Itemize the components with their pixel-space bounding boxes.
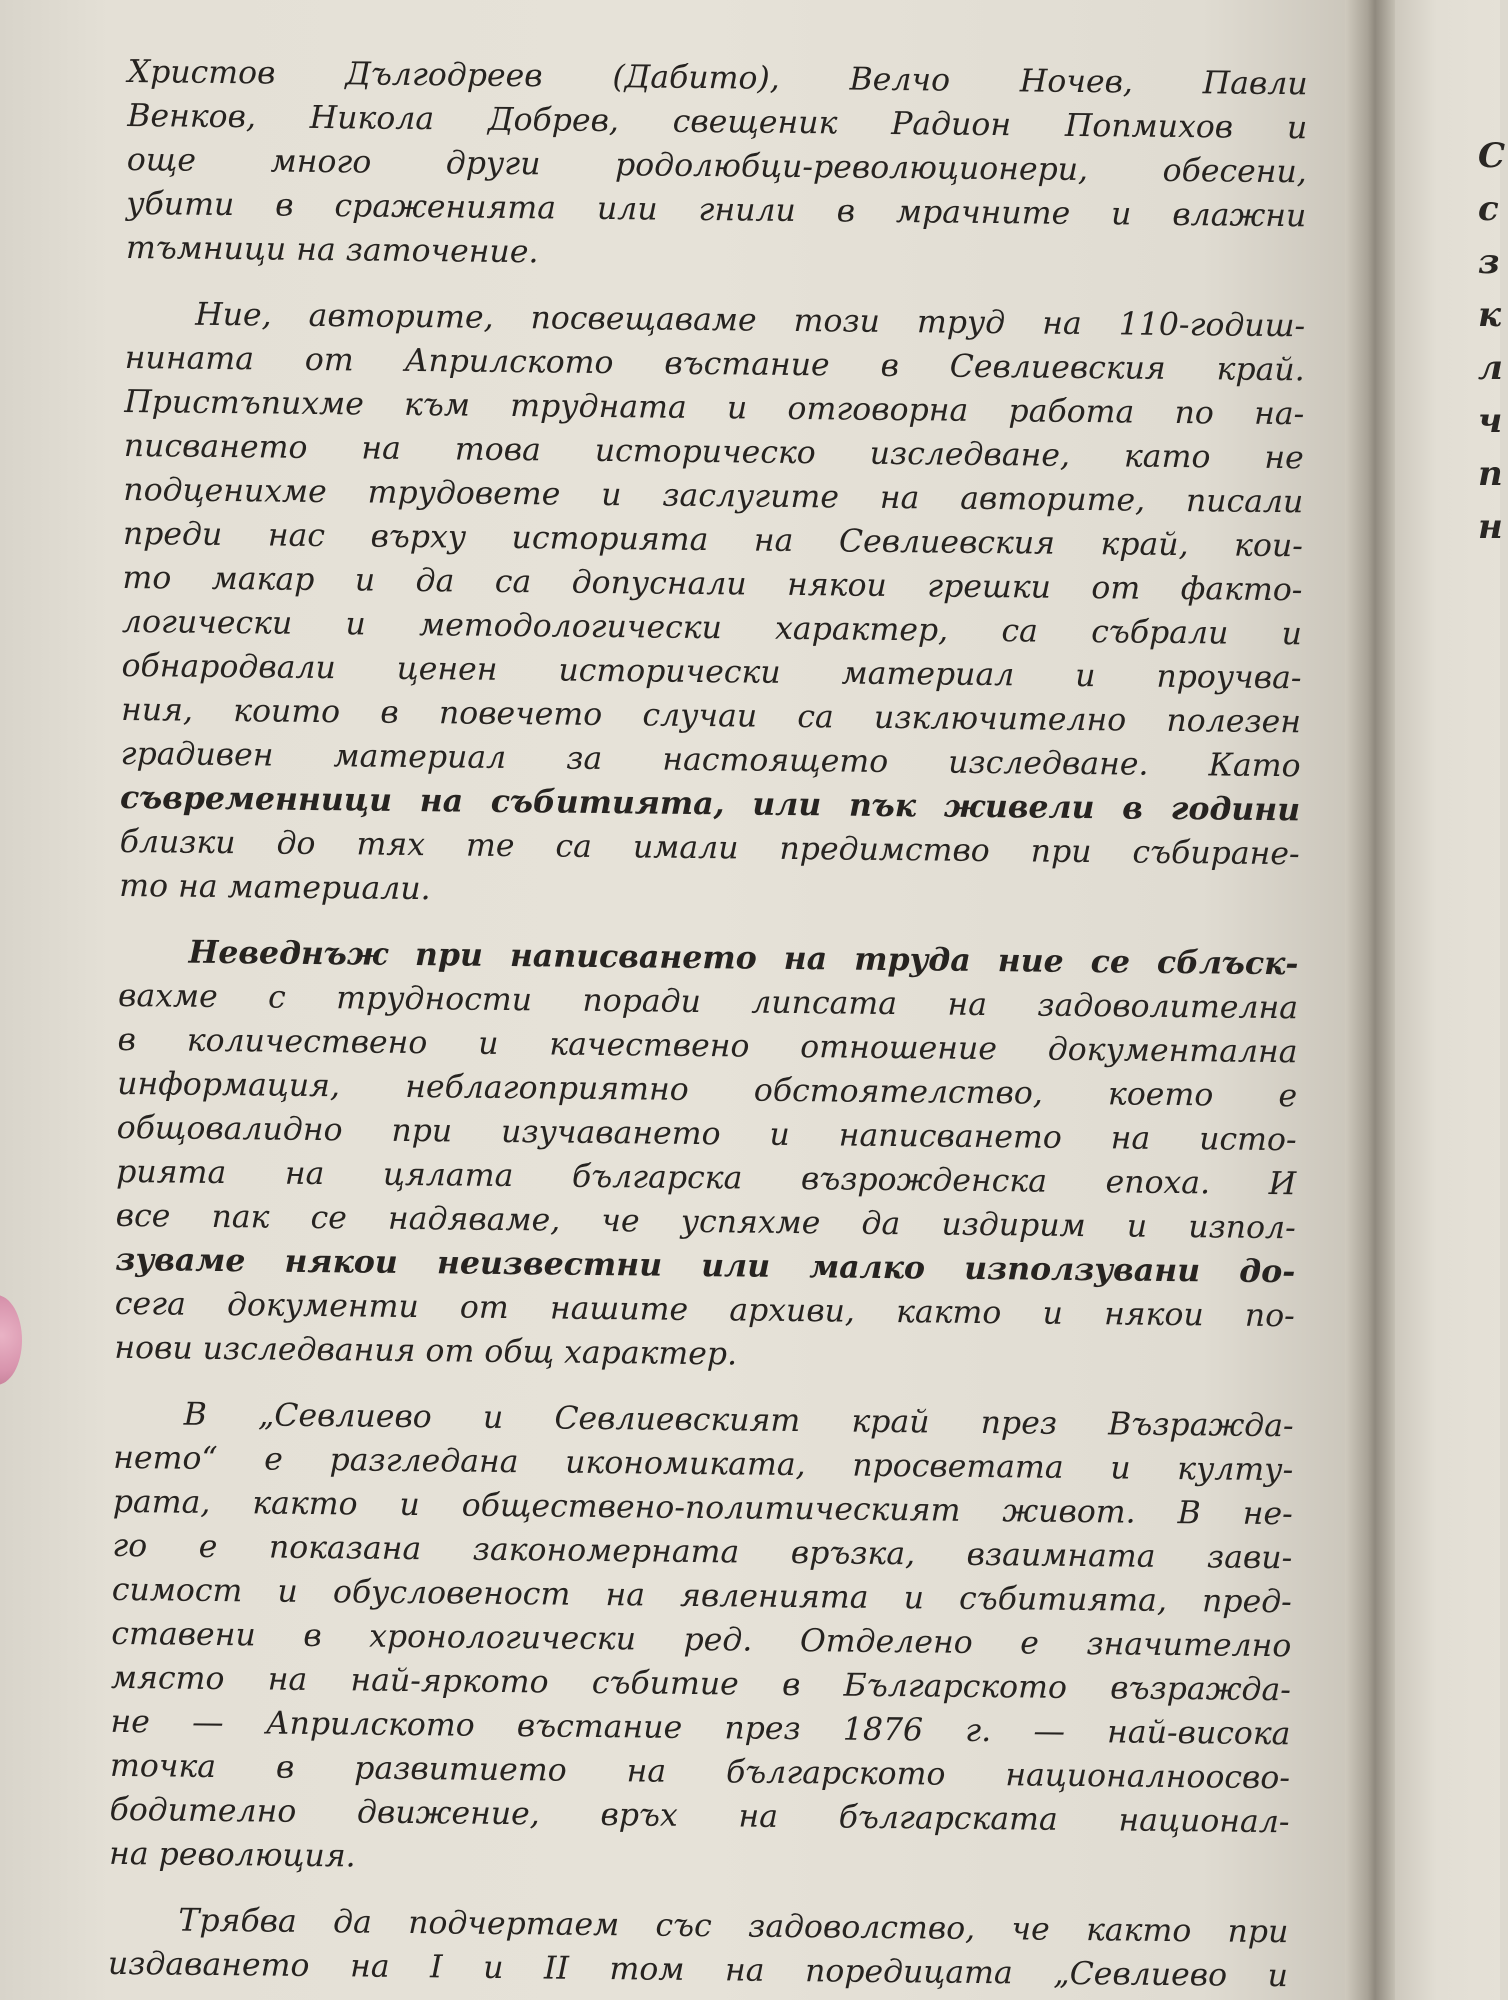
text-line: още много други родолюбци-революционери, обесени,	[126, 141, 1307, 191]
text-line: рията на цялата българска възрожденска епоха. И	[116, 1153, 1297, 1203]
text-line: бодително движение, връх на българската национал-	[109, 1791, 1290, 1841]
text-line: зуваме някои неизвестни или малко използувани до-	[115, 1240, 1296, 1291]
text-line: близки до тях те са имали предимство при събиране-	[119, 823, 1300, 873]
text-line: убити в сраженията или гнили в мрачните и влажни	[126, 185, 1307, 235]
facing-letter: ч	[1478, 401, 1503, 441]
text-line: тъмници на заточение.	[125, 229, 539, 271]
paragraph-3	[114, 930, 1299, 1382]
body-text	[108, 50, 1308, 1998]
text-line: съвременници на събитията, или пък живели в години	[119, 778, 1301, 829]
paragraph-1	[126, 50, 1308, 282]
text-line: в количествено и качествено отношение документална	[117, 1021, 1298, 1071]
book-gutter	[1345, 0, 1395, 2000]
text-line: вахме с трудности поради липсата на задоволителна	[117, 977, 1299, 1027]
text-line: то на материали.	[119, 867, 431, 908]
paragraph-4	[109, 1392, 1294, 1888]
text-line: то макар и да са допуснали някои грешки от факто-	[122, 559, 1303, 609]
text-line: общовалидно при изучаването и написването на исто-	[116, 1109, 1297, 1159]
text-line: Трябва да подчертаем със задоволство, че както при	[178, 1902, 1289, 1951]
facing-letter: з	[1478, 242, 1500, 282]
text-line: логически и методологически характер, са събрали и	[121, 603, 1303, 653]
text-line: все пак се надяваме, че успяхме да издирим и изпол-	[115, 1197, 1296, 1247]
text-line: място на най-яркото събитие в Българското възражда-	[110, 1659, 1292, 1709]
text-line: не — Априлското въстание през 1876 г. — най-висока	[110, 1703, 1291, 1753]
text-line: симост и обусловеност на явленията и събитията, пред-	[111, 1571, 1292, 1621]
text-line: преди нас върху историята на Севлиевския край, кои-	[122, 515, 1304, 565]
text-line: рата, както и обществено-политическият живот. В не-	[112, 1483, 1293, 1533]
text-line: писването на това историческо изследване, като не	[123, 427, 1304, 477]
facing-letter: н	[1478, 507, 1503, 547]
paragraph-2	[119, 292, 1305, 920]
text-line: Пристъпихме към трудната и отговорна работа по на-	[124, 383, 1305, 433]
text-line: информация, неблагоприятно обстоятелство, което е	[116, 1065, 1298, 1115]
facing-letter: С	[1478, 136, 1506, 176]
text-line: Христов Дългодреев (Дабито), Велчо Ночев, Павли	[127, 53, 1308, 103]
text-line: ставени в хронологически ред. Отделено е значително	[111, 1615, 1292, 1665]
text-line: нови изследвания от общ характер.	[114, 1329, 738, 1373]
text-line: издаването на I и II том на поредицата „Севлиево и	[107, 1945, 1289, 1995]
text-line: на революция.	[108, 1835, 356, 1875]
text-line: Венков, Никола Добрев, свещеник Радион Попмихов и	[127, 97, 1308, 147]
text-line: ния, които в повечето случаи са изключително полезен	[120, 691, 1302, 741]
text-line: подценихме трудовете и заслугите на авторите, писали	[123, 471, 1304, 521]
facing-letter: к	[1478, 295, 1502, 335]
text-line: нината от Априлското въстание в Севлиевския край.	[124, 339, 1305, 389]
text-line: точка в развитието на българското националноосво-	[109, 1747, 1291, 1797]
text-line: обнародвали ценен исторически материал и проучва-	[121, 647, 1302, 697]
text-line: В „Севлиево и Севлиевският край през Възражда-	[183, 1396, 1294, 1445]
text-line: Неведнъж при написването на труда ние се сблъск-	[188, 933, 1299, 983]
text-line: Ние, авторите, посвещаваме този труд на 110-годиш-	[195, 296, 1306, 345]
facing-page-letters	[1478, 130, 1508, 554]
text-line: го е показана закономерната връзка, взаимната зави-	[112, 1527, 1293, 1577]
text-line: нето“ е разгледана икономиката, просветата и култу-	[113, 1439, 1294, 1489]
facing-letter: п	[1478, 454, 1503, 494]
facing-letter: с	[1478, 189, 1499, 229]
paragraph-5	[108, 1898, 1289, 1998]
facing-letter: л	[1478, 348, 1503, 388]
text-line: градивен материал за настоящето изследване. Като	[120, 735, 1301, 785]
text-line: сега документи от нашите архиви, както и някои по-	[114, 1285, 1295, 1335]
